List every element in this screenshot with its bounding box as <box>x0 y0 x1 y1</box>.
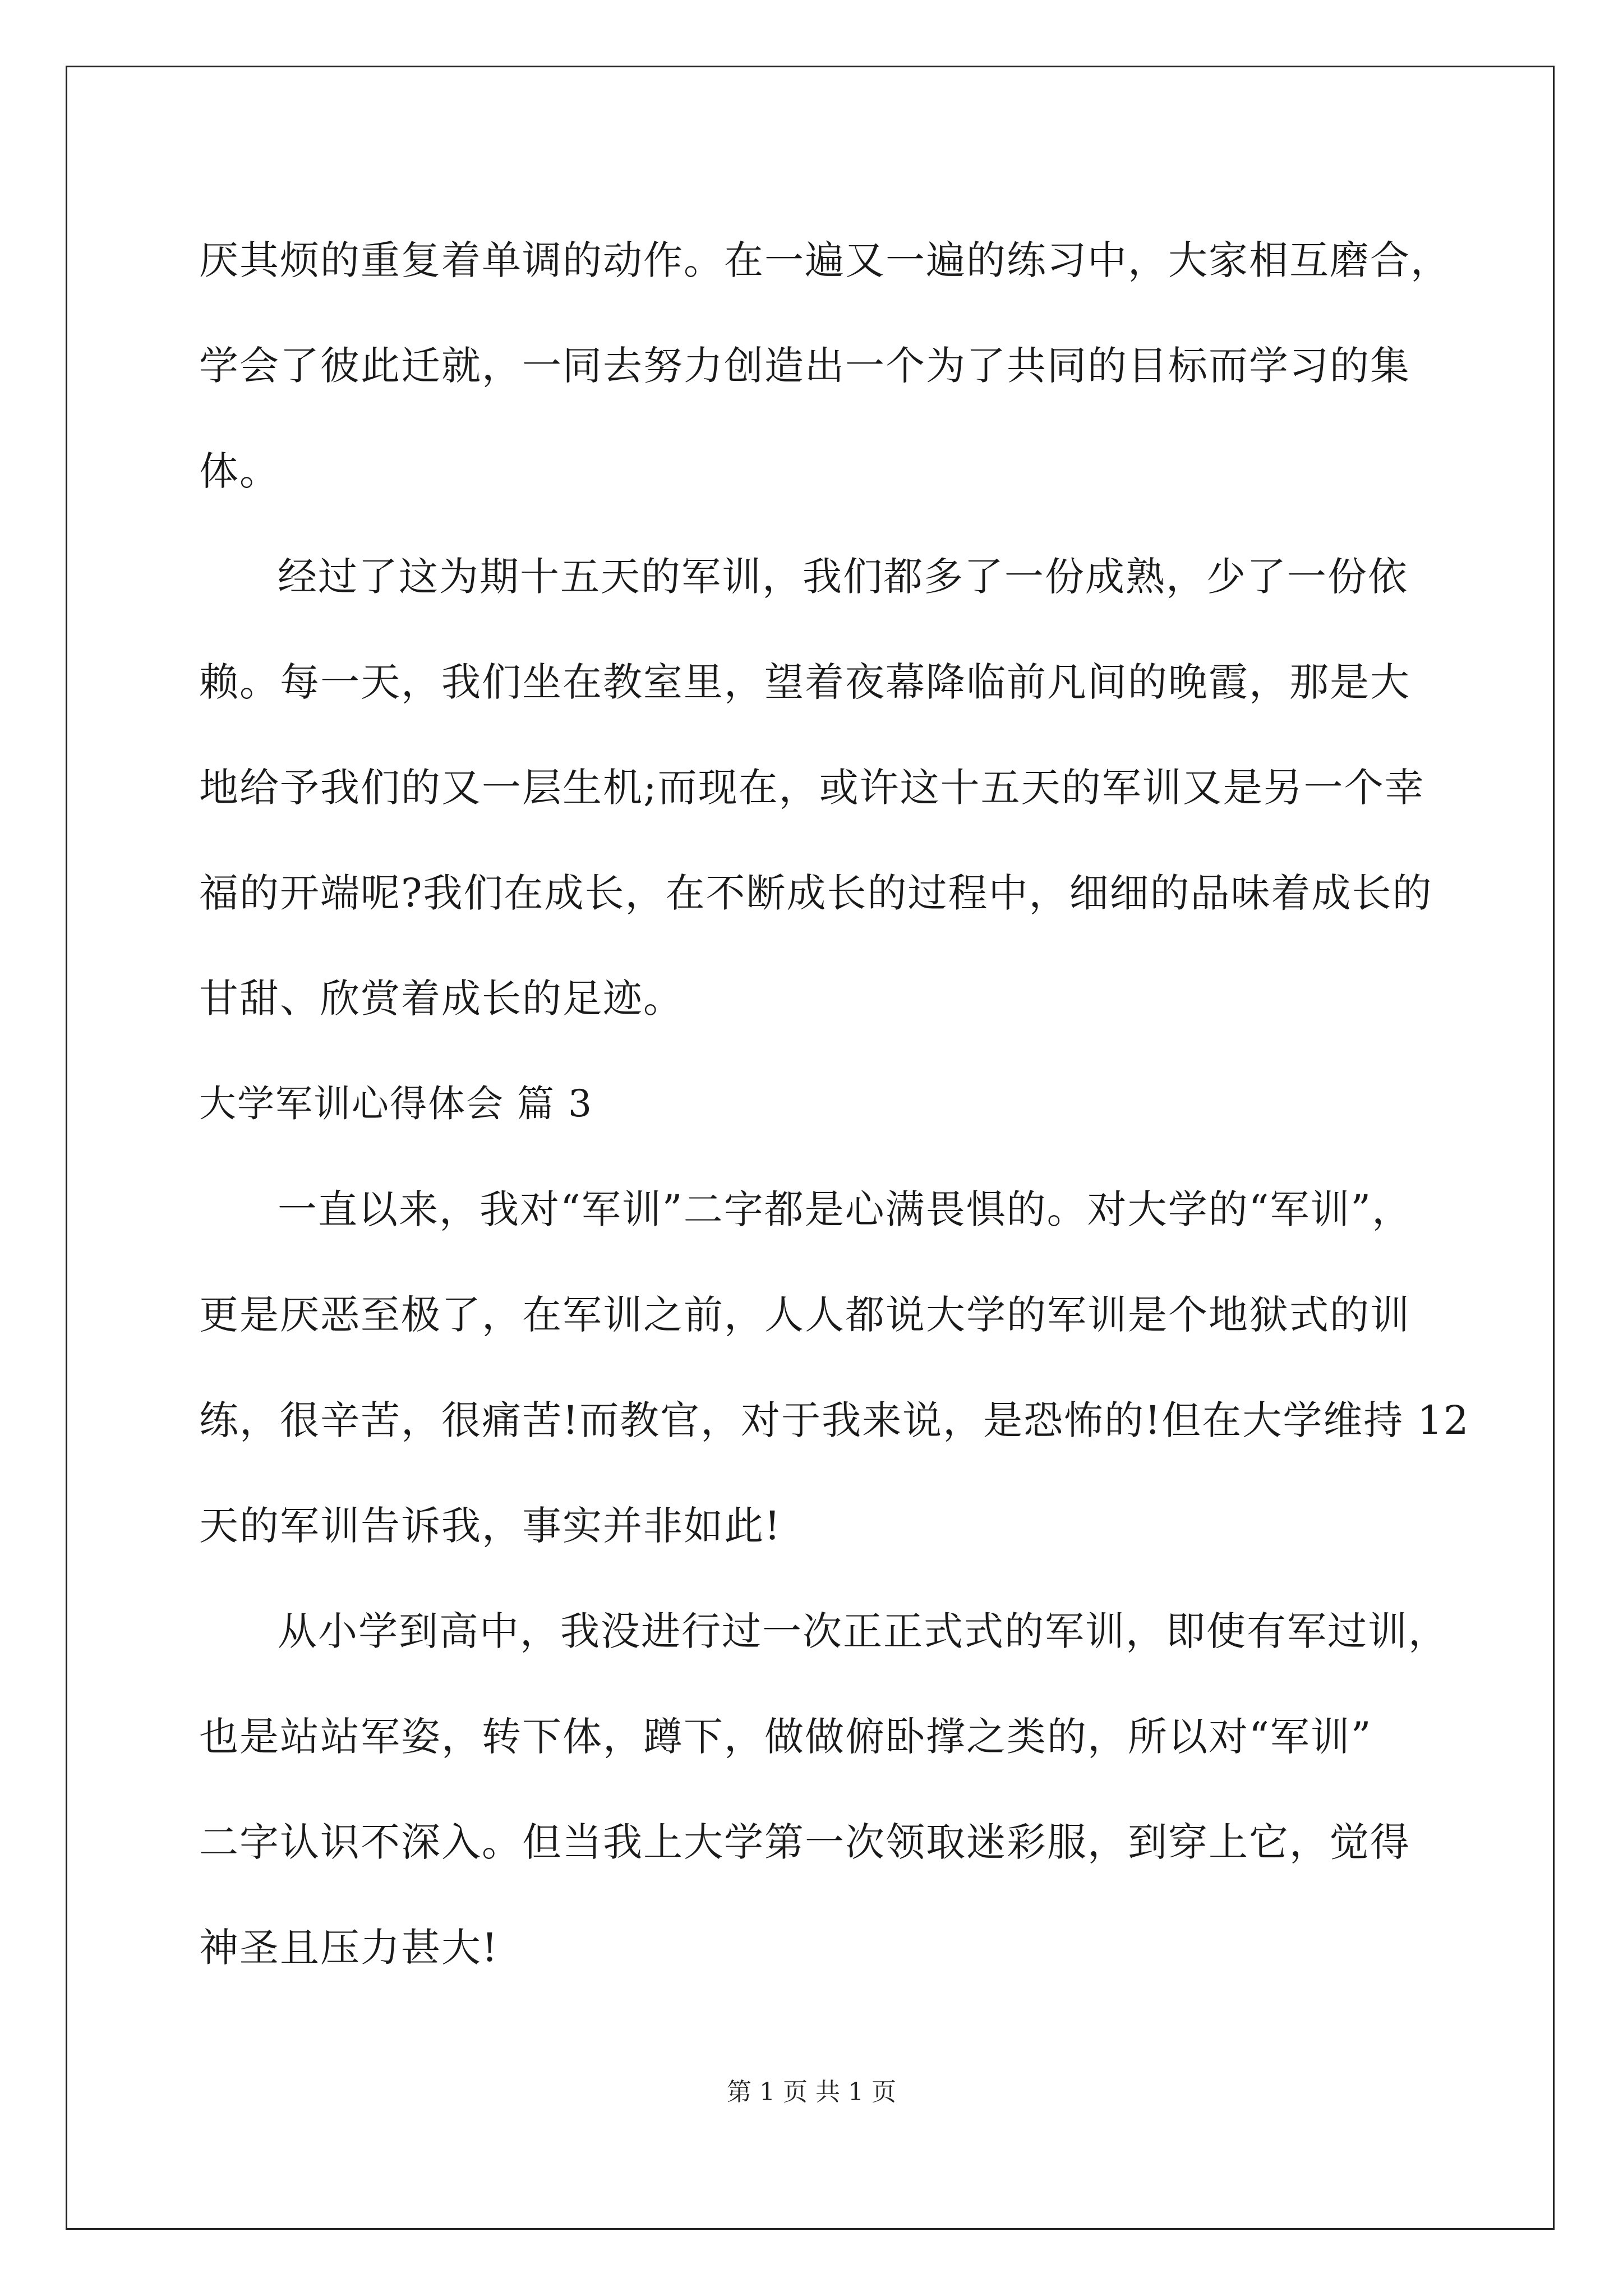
text-line: 厌其烦的重复着单调的动作。在一遍又一遍的练习中，大家相互磨合， <box>199 237 1451 283</box>
text-line: 学会了彼此迁就，一同去努力创造出一个为了共同的目标而学习的集 <box>199 343 1410 389</box>
text-line: 赖。每一天，我们坐在教室里，望着夜幕降临前凡间的晚霞，那是大 <box>199 659 1410 705</box>
text-line: 二字认识不深入。但当我上大学第一次领取迷彩服，到穿上它，觉得 <box>199 1819 1410 1865</box>
text-line: 神圣且压力甚大! <box>199 1925 499 1971</box>
text-line: 更是厌恶至极了，在军训之前，人人都说大学的军训是个地狱式的训 <box>199 1292 1410 1338</box>
text-line: 天的军训告诉我，事实并非如此! <box>199 1503 782 1549</box>
text-line: 练，很辛苦，很痛苦!而教官，对于我来说，是恐怖的!但在大学维持 12 <box>199 1397 1470 1443</box>
text-line: 也是站站军姿，转下体，蹲下，做做俯卧撑之类的，所以对“军训” <box>199 1714 1372 1760</box>
paragraph-start-line: 经过了这为期十五天的军训，我们都多了一份成熟，少了一份依 <box>278 554 1408 600</box>
paragraph-start-line: 一直以来，我对“军训”二字都是心满畏惧的。对大学的“军训”， <box>278 1186 1413 1232</box>
text-line: 体。 <box>199 448 280 494</box>
page-footer: 第 1 页 共 1 页 <box>727 2078 896 2106</box>
text-line: 福的开端呢?我们在成长，在不断成长的过程中，细细的品味着成长的 <box>199 870 1433 916</box>
paragraph-start-line: 从小学到高中，我没进行过一次正正式式的军训，即使有军过训， <box>278 1608 1449 1654</box>
section-heading: 大学军训心得体会 篇 3 <box>199 1082 593 1125</box>
text-line: 甘甜、欣赏着成长的足迹。 <box>199 976 684 1022</box>
document-body <box>199 208 1472 2000</box>
text-line: 地给予我们的又一层生机;而现在，或许这十五天的军训又是另一个幸 <box>199 765 1425 811</box>
